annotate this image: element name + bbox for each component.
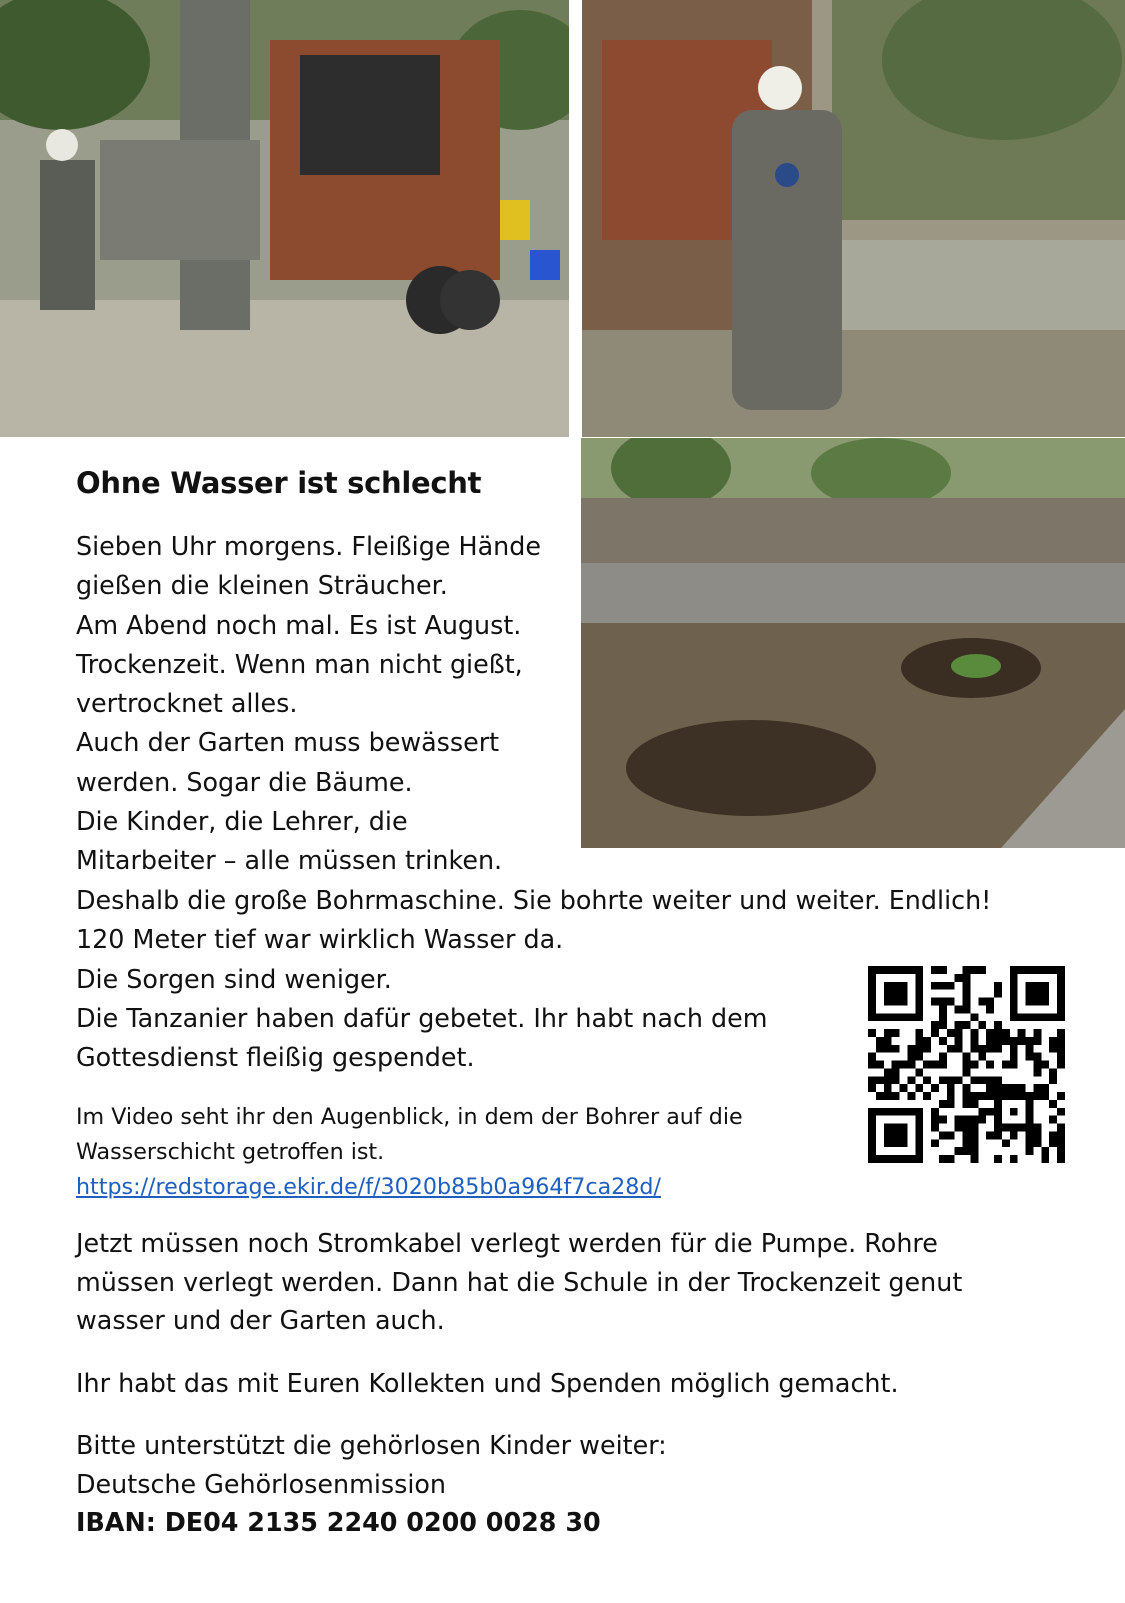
text-line: Sieben Uhr morgens. Fleißige Hände <box>76 531 542 561</box>
qr-code-icon[interactable] <box>868 966 1065 1163</box>
iban: IBAN: DE04 2135 2240 0200 0028 30 <box>76 1507 601 1537</box>
donation-appeal <box>76 1426 667 1542</box>
thanks-line: Ihr habt das mit Euren Kollekten und Spenden möglich gemacht. <box>76 1368 899 1398</box>
text-line: Die Tanzanier haben dafür gebetet. Ihr habt nach dem <box>76 1002 768 1033</box>
text-line: 120 Meter tief war wirklich Wasser da. <box>76 924 564 955</box>
video-text-line: Wasserschicht getroffen ist. <box>76 1139 385 1165</box>
text-line: Trockenzeit. Wenn man nicht gießt, <box>76 648 523 679</box>
intro-paragraph <box>76 527 586 881</box>
text-line: gießen die kleinen Sträucher. <box>76 570 448 601</box>
video-text-line: Im Video seht ihr den Augenblick, in dem der Bohrer auf die <box>76 1104 743 1130</box>
text-line: Auch der Garten muss bewässert <box>76 727 500 758</box>
text-line: Gottesdienst fleißig gespendet. <box>76 1042 475 1073</box>
organization-name: Deutsche Gehörlosenmission <box>76 1468 447 1499</box>
video-link[interactable]: https://redstorage.ekir.de/f/3020b85b0a964f7ca28d/ <box>76 1174 661 1200</box>
drilling-rig-photo <box>0 0 569 437</box>
text-line: Deshalb die große Bohrmaschine. Sie bohrte weiter und weiter. Endlich! <box>76 885 992 915</box>
page-title: Ohne Wasser ist schlecht <box>76 466 482 500</box>
text-line: vertrocknet alles. <box>76 688 298 719</box>
text-line: Die Kinder, die Lehrer, die <box>76 806 408 837</box>
appeal-line: Bitte unterstützt die gehörlosen Kinder weiter: <box>76 1430 667 1460</box>
text-line: Am Abend noch mal. Es ist August. <box>76 609 522 640</box>
next-steps-paragraph <box>76 1224 1056 1340</box>
worker-at-rig-photo <box>582 0 1125 437</box>
text-line: Jetzt müssen noch Stromkabel verlegt werden für die Pumpe. Rohre <box>76 1228 938 1258</box>
text-line: Die Sorgen sind weniger. <box>76 963 392 994</box>
video-note <box>76 1100 743 1205</box>
text-line: wasser und der Garten auch. <box>76 1305 445 1335</box>
text-line: werden. Sogar die Bäume. <box>76 766 413 797</box>
text-line: müssen verlegt werden. Dann hat die Schule in der Trockenzeit genut <box>76 1266 963 1297</box>
garden-beds-photo <box>581 438 1125 848</box>
drilling-paragraph <box>76 881 991 1077</box>
text-line: Mitarbeiter – alle müssen trinken. <box>76 845 503 876</box>
